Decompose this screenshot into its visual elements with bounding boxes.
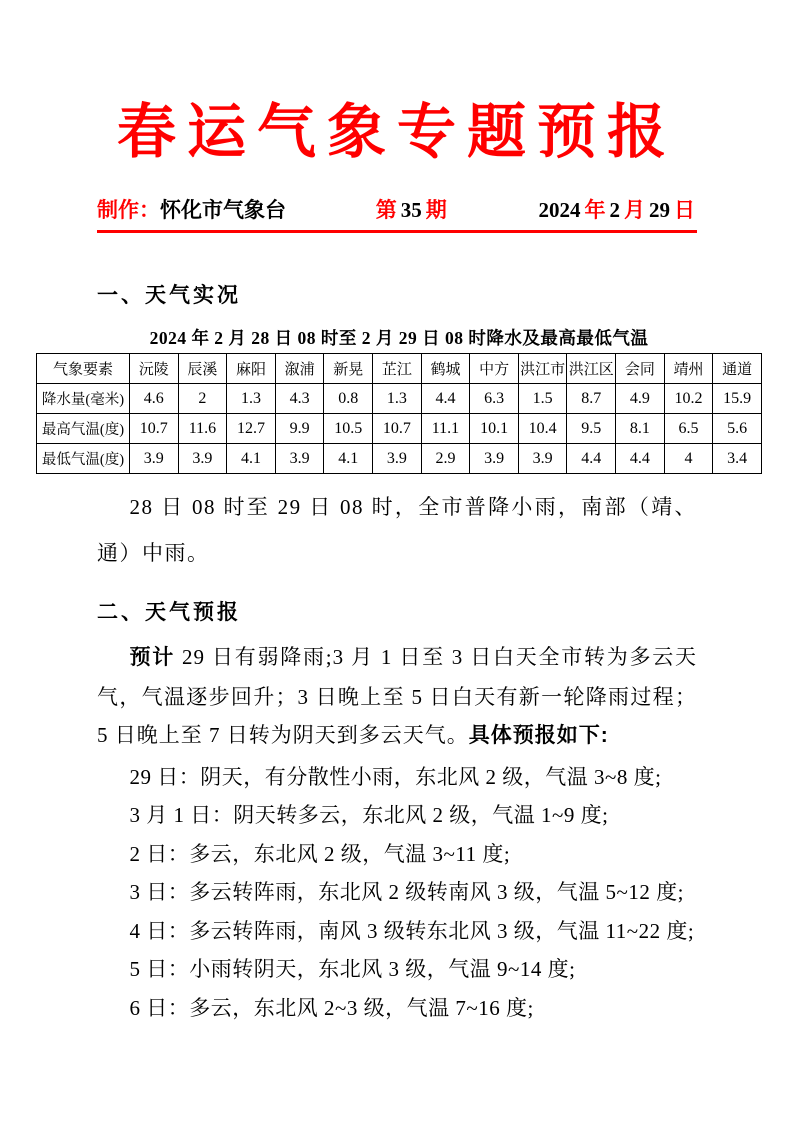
observation-table [36, 353, 762, 474]
table-header-cell: 会同 [616, 354, 665, 384]
table-cell: 4.4 [616, 444, 665, 474]
table-cell: 10.2 [664, 384, 713, 414]
table-header-cell: 辰溪 [178, 354, 227, 384]
table-header-cell: 鹤城 [421, 354, 470, 384]
section2-heading: 二、天气预报 [97, 601, 241, 624]
forecast-day-29: 29 日：阴天，有分散性小雨，东北风 2 级，气温 3~8 度; [129, 764, 662, 789]
table-cell: 8.1 [616, 414, 665, 444]
observation-table-block [36, 325, 762, 474]
forecast-mar-4: 4 日：多云转阵雨，南风 3 级转东北风 3 级，气温 11~22 度; [129, 918, 695, 943]
issue-number [374, 194, 449, 224]
table-cell: 2 [178, 384, 227, 414]
forecast-mar-3: 3 日：多云转阵雨，东北风 2 级转南风 3 级，气温 5~12 度; [129, 880, 684, 904]
row-label: 最高气温(度) [37, 414, 130, 444]
row-label: 降水量(毫米) [37, 384, 130, 414]
table-cell: 5.6 [713, 414, 762, 444]
table-cell: 4.4 [567, 444, 616, 474]
table-row-min-temp [37, 444, 762, 474]
forecast-mar-5: 5 日：小雨转阴天，东北风 3 级，气温 9~14 度; [129, 957, 576, 981]
table-cell: 2.9 [421, 444, 470, 474]
table-cell: 15.9 [713, 384, 762, 414]
issue-value: 35 [400, 198, 422, 222]
forecast-intro-tail: 具体预报如下: [468, 724, 609, 747]
table-header-cell: 芷江 [373, 354, 422, 384]
forecast-mar-2: 2 日：多云，东北风 2 级，气温 3~11 度; [129, 841, 511, 866]
table-header-cell: 中方 [470, 354, 519, 384]
table-cell: 10.1 [470, 414, 519, 444]
table-cell: 4.6 [130, 384, 179, 414]
table-cell: 3.9 [373, 444, 422, 474]
table-cell: 4.9 [616, 384, 665, 414]
table-cell: 3.9 [470, 444, 519, 474]
forecast-intro-lead: 预计 [129, 646, 176, 669]
header-rule [97, 230, 697, 233]
forecast-mar-1: 3 月 1 日：阴天转多云，东北风 2 级，气温 1~9 度; [129, 803, 609, 827]
section1-heading: 一、天气实况 [97, 284, 241, 307]
table-header-cell: 洪江市 [518, 354, 567, 384]
table-cell: 4.1 [227, 444, 276, 474]
table-cell: 10.7 [130, 414, 179, 444]
table-cell: 4.3 [275, 384, 324, 414]
forecast-list [97, 758, 697, 1028]
table-cell: 3.9 [178, 444, 227, 474]
table-cell: 1.3 [227, 384, 276, 414]
producer-value: 怀化市气象台 [160, 198, 286, 222]
masthead [97, 194, 697, 224]
table-header-cell: 通道 [713, 354, 762, 384]
table-cell: 8.7 [567, 384, 616, 414]
date-month: 2 [609, 198, 620, 222]
issue-prefix: 第 [375, 198, 397, 222]
table-cell: 1.5 [518, 384, 567, 414]
table-cell: 9.5 [567, 414, 616, 444]
table-cell: 1.3 [373, 384, 422, 414]
table-header-cell: 溆浦 [275, 354, 324, 384]
observation-table-title: 2024 年 2 月 28 日 08 时至 2 月 29 日 08 时降水及最高最低气温 [149, 328, 649, 348]
table-cell: 4 [664, 444, 713, 474]
table-cell: 4.1 [324, 444, 373, 474]
issue-suffix: 期 [425, 198, 447, 222]
forecast-mar-6: 6 日：多云，东北风 2~3 级，气温 7~16 度; [129, 995, 534, 1020]
table-cell: 3.9 [130, 444, 179, 474]
table-header-cell: 洪江区 [567, 354, 616, 384]
table-cell: 4.4 [421, 384, 470, 414]
forecast-intro [97, 638, 697, 756]
date-month-unit: 月 [624, 198, 645, 222]
table-cell: 10.7 [373, 414, 422, 444]
table-row-max-temp [37, 414, 762, 444]
issue-date [537, 194, 698, 224]
table-header-cell: 靖州 [664, 354, 713, 384]
table-cell: 6.5 [664, 414, 713, 444]
table-cell: 3.9 [275, 444, 324, 474]
table-header-cell: 麻阳 [227, 354, 276, 384]
table-header-row [37, 354, 762, 384]
date-day: 29 [649, 198, 670, 222]
document-title: 春运气象专题预报 [116, 99, 677, 165]
table-cell: 6.3 [470, 384, 519, 414]
table-cell: 3.9 [518, 444, 567, 474]
table-row-precipitation [37, 384, 762, 414]
table-cell: 9.9 [275, 414, 324, 444]
date-year: 2024 [538, 198, 581, 222]
producer-label: 制作： [97, 198, 160, 222]
table-cell: 12.7 [227, 414, 276, 444]
table-header-cell: 新晃 [324, 354, 373, 384]
table-cell: 11.1 [421, 414, 470, 444]
table-cell: 10.5 [324, 414, 373, 444]
forecast-intro-body: 29 日有弱降雨;3 月 1 日至 3 日白天全市转为多云天气，气温逐步回升；3 日晚上至 5 日白天有新一轮降雨过程；5 日晚上至 7 日转为阴天到多云天气。 [97, 645, 697, 747]
date-year-unit: 年 [584, 198, 606, 222]
table-cell: 0.8 [324, 384, 373, 414]
table-cell: 11.6 [178, 414, 227, 444]
observation-summary: 28 日 08 时至 29 日 08 时，全市普降小雨，南部（靖、通）中雨。 [97, 495, 697, 565]
row-label: 最低气温(度) [37, 444, 130, 474]
table-cell: 10.4 [518, 414, 567, 444]
table-header-cell: 气象要素 [37, 354, 130, 384]
producer [97, 194, 286, 224]
table-header-cell: 沅陵 [130, 354, 179, 384]
date-day-unit: 日 [674, 198, 695, 222]
table-cell: 3.4 [713, 444, 762, 474]
